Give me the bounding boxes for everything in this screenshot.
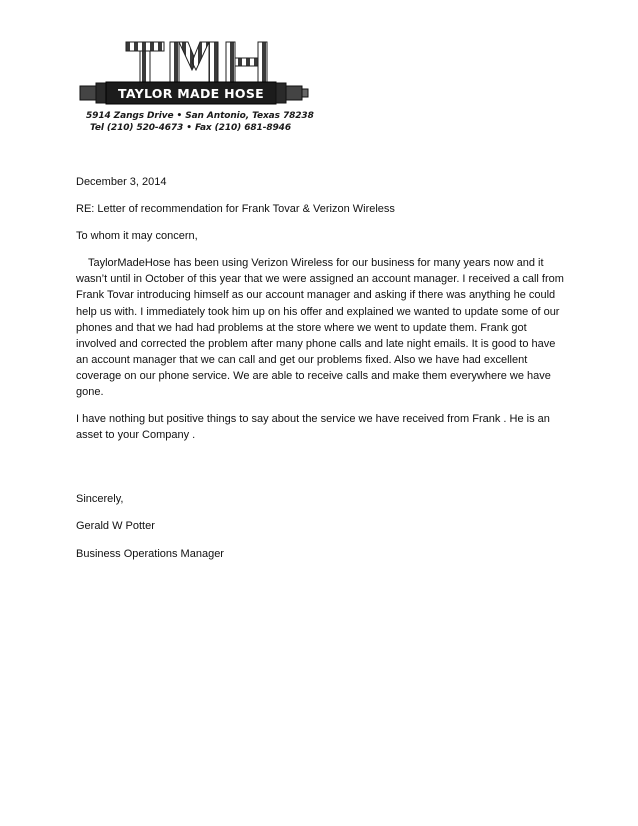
letter-paragraph-2: I have nothing but positive things to say about the service we have received from Frank . He is an asset to your Company .	[76, 413, 550, 442]
letter-salutation: To whom it may concern,	[76, 230, 198, 243]
letter-subject: RE: Letter of recommendation for Frank Tovar & Verizon Wireless	[76, 203, 395, 216]
signer-title: Business Operations Manager	[76, 547, 224, 560]
letter-closing: Sincerely,	[76, 493, 124, 506]
logo-company-text: TAYLOR MADE HOSE	[117, 86, 265, 101]
letter-paragraph-1: TaylorMadeHose has been using Verizon Wireless for our business for many years now and it wasn’t until in October of this year that we were assigned an account manager. I received a call from Frank Tovar introducing himself as our account manager and asking if there was anything he could help us with. I immediately took him up on his offer and explained we wanted to update some of our phones and that we had had problems at the store where we went to update them. Frank got involved and corrected the problem after many phone calls and late night emails. It is good to have an account manager that we can call and get our problems fixed. Also we have had excellent coverage on our phone service. We are able to receive calls and make them everywhere we have gone.	[76, 257, 564, 399]
letterhead-address: 5914 Zangs Drive • San Antonio, Texas 78238	[86, 111, 314, 121]
letterhead-phone-fax: Tel (210) 520-4673 • Fax (210) 681-8946	[90, 123, 291, 133]
signer-name: Gerald W Potter	[76, 520, 155, 533]
logo-monogram-graphic	[126, 42, 267, 83]
letter-date: December 3, 2014	[76, 176, 167, 188]
letter-body	[76, 174, 566, 562]
